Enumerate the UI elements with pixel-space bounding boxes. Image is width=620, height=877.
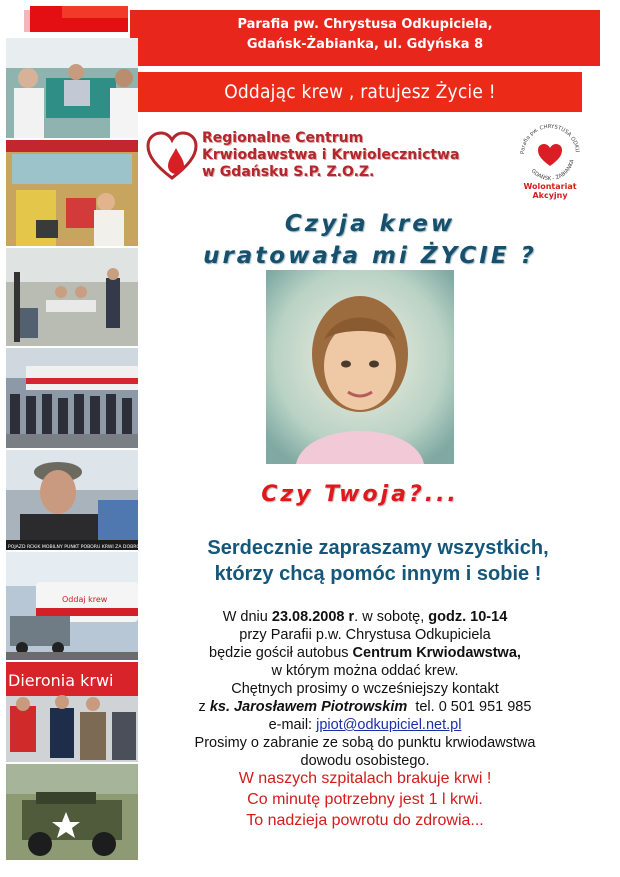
photo-bus-exterior (6, 552, 138, 660)
photo-crowd-bus (6, 348, 138, 448)
badge-caption: Wolontariat Akcyjny (523, 182, 577, 200)
photo-strip (6, 38, 194, 860)
heart-icon (538, 144, 562, 166)
photo-army-jeep (6, 764, 138, 860)
bus-sign-text: Oddaj krew (62, 595, 108, 604)
contact-phone: tel. 0 501 951 985 (407, 699, 532, 715)
event-hours: godz. 10-14 (428, 609, 508, 625)
volunteer-badge (512, 122, 588, 200)
details-date-line: W dniu 23.08.2008 r. w sobotę, godz. 10-14 (222, 609, 508, 625)
photo-registration-tables (6, 248, 138, 346)
event-details: W dniu 23.08.2008 r. w sobotę, godz. 10-14 przy Parafii p.w. Chrystusa Odkupiciela będzie gościł autobus Centrum Krwiodawstwa, w którym można oddać krew. Chętnych prosimy o wcześniejszy kontakt z ks. Jarosławem Piotrowskim tel. 0 501 951 985 e-mail: jpiot@odkupiciel.net.pl Prosimy o zabranie ze sobą do punktu krwiodawstwa dowodu osobistego. (150, 608, 580, 770)
photo-donors-banner (6, 662, 138, 762)
banner-text: Dieronia krwi (8, 671, 114, 690)
parish-name: Parafia pw. Chrystusa Odkupiciela, (237, 17, 493, 32)
badge-ring-top: Parafia pw. CHRYSTUSA ODKU (519, 123, 581, 155)
closing-message: W naszych szpitalach brakuje krwi ! Co minutę potrzebny jest 1 l krwi. To nadzieja powrotu do zdrowia... (238, 770, 492, 829)
photo-man-in-cap (6, 450, 194, 550)
question-text: Czy Twoja?... (261, 482, 459, 507)
blood-drop-icon (146, 130, 198, 182)
email-link[interactable]: jpiot@odkupiciel.net.pl (316, 717, 462, 733)
rckik-logo (146, 128, 466, 184)
parish-address: Gdańsk-Żabianka, ul. Gdyńska 8 (246, 37, 484, 52)
event-date: 23.08.2008 r (271, 609, 355, 625)
decor-block-red-light (62, 6, 128, 18)
badge-ring-bottom: GDAŃSK - ŻABIANKA (529, 158, 576, 182)
rckik-name: Regionalne Centrum Krwiodawstwa i Krwiolecznictwa w Gdańsku S.P. Z.O.Z. (202, 130, 460, 180)
photo-bus-interior (6, 140, 138, 246)
photo-donation-bed (6, 38, 138, 138)
main-headline: Czyja krew uratowała mi ŻYCIE ? (203, 211, 537, 269)
parish-header (130, 10, 600, 66)
girl-portrait (266, 270, 454, 464)
invitation: Serdecznie zapraszamy wszystkich, którzy chcą pomóc innym i sobie ! (207, 537, 549, 585)
slogan-banner: Oddając krew , ratujesz Życie ! (138, 72, 582, 112)
contact-name: ks. Jarosławem Piotrowskim (209, 699, 408, 715)
photo-caption-strip: POJAZD RCKiK MOBILNY PUNKT POBORU KRWI ZA DOBROWOLNE ODDANIE KRWI (8, 545, 194, 550)
